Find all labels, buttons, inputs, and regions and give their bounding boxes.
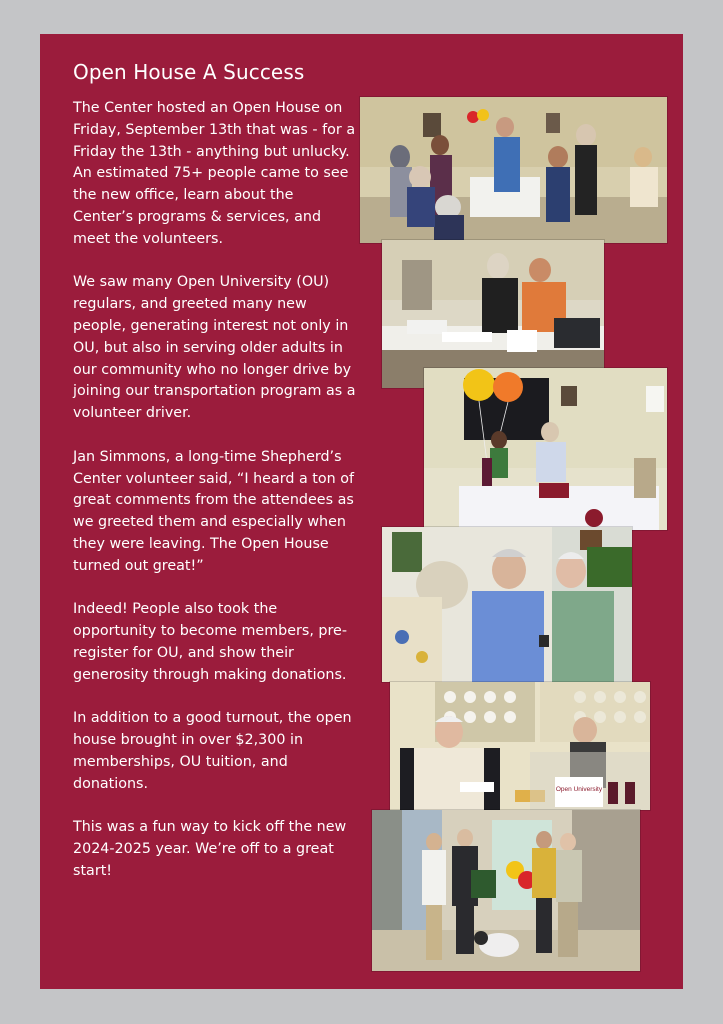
photo-conversation (382, 527, 632, 682)
photo-lobby (372, 810, 640, 971)
ou-sign-text: Open University (555, 786, 603, 793)
photo-balloons-table (424, 368, 667, 530)
article-body (73, 98, 358, 904)
paragraph-1: The Center hosted an Open House on Friday, September 13th that was - for a Friday the 13th - anything but unlucky. An estimated 75+ people came to see the new office, learn about the Center’s programs & services, and meet the volunteers. (73, 100, 356, 247)
paragraph-6: This was a fun way to kick off the new 2024-2025 year. We’re off to a great start! (73, 819, 347, 879)
photo-ou-table (390, 682, 650, 810)
page-title: Open House A Success (73, 60, 305, 84)
photo-registration-table (382, 240, 604, 388)
photo-crowd-room (360, 97, 667, 243)
paragraph-2: We saw many Open University (OU) regulars, and greeted many new people, generating interest not only in OU, but also in serving older adults in our community who no longer drive by joining our transportation program as a volunteer driver. (73, 274, 356, 422)
paragraph-4: Indeed! People also took the opportunity to become members, pre-register for OU, and show their generosity through making donations. (73, 601, 348, 683)
paragraph-3: Jan Simmons, a long-time Shepherd’s Center volunteer said, “I heard a ton of great comments from the attendees as we greeted them and especially when they were leaving. The Open House turned out great!” (73, 448, 355, 574)
paragraph-5: In addition to a good turnout, the open house brought in over $2,300 in memberships, OU tuition, and donations. (73, 710, 352, 792)
